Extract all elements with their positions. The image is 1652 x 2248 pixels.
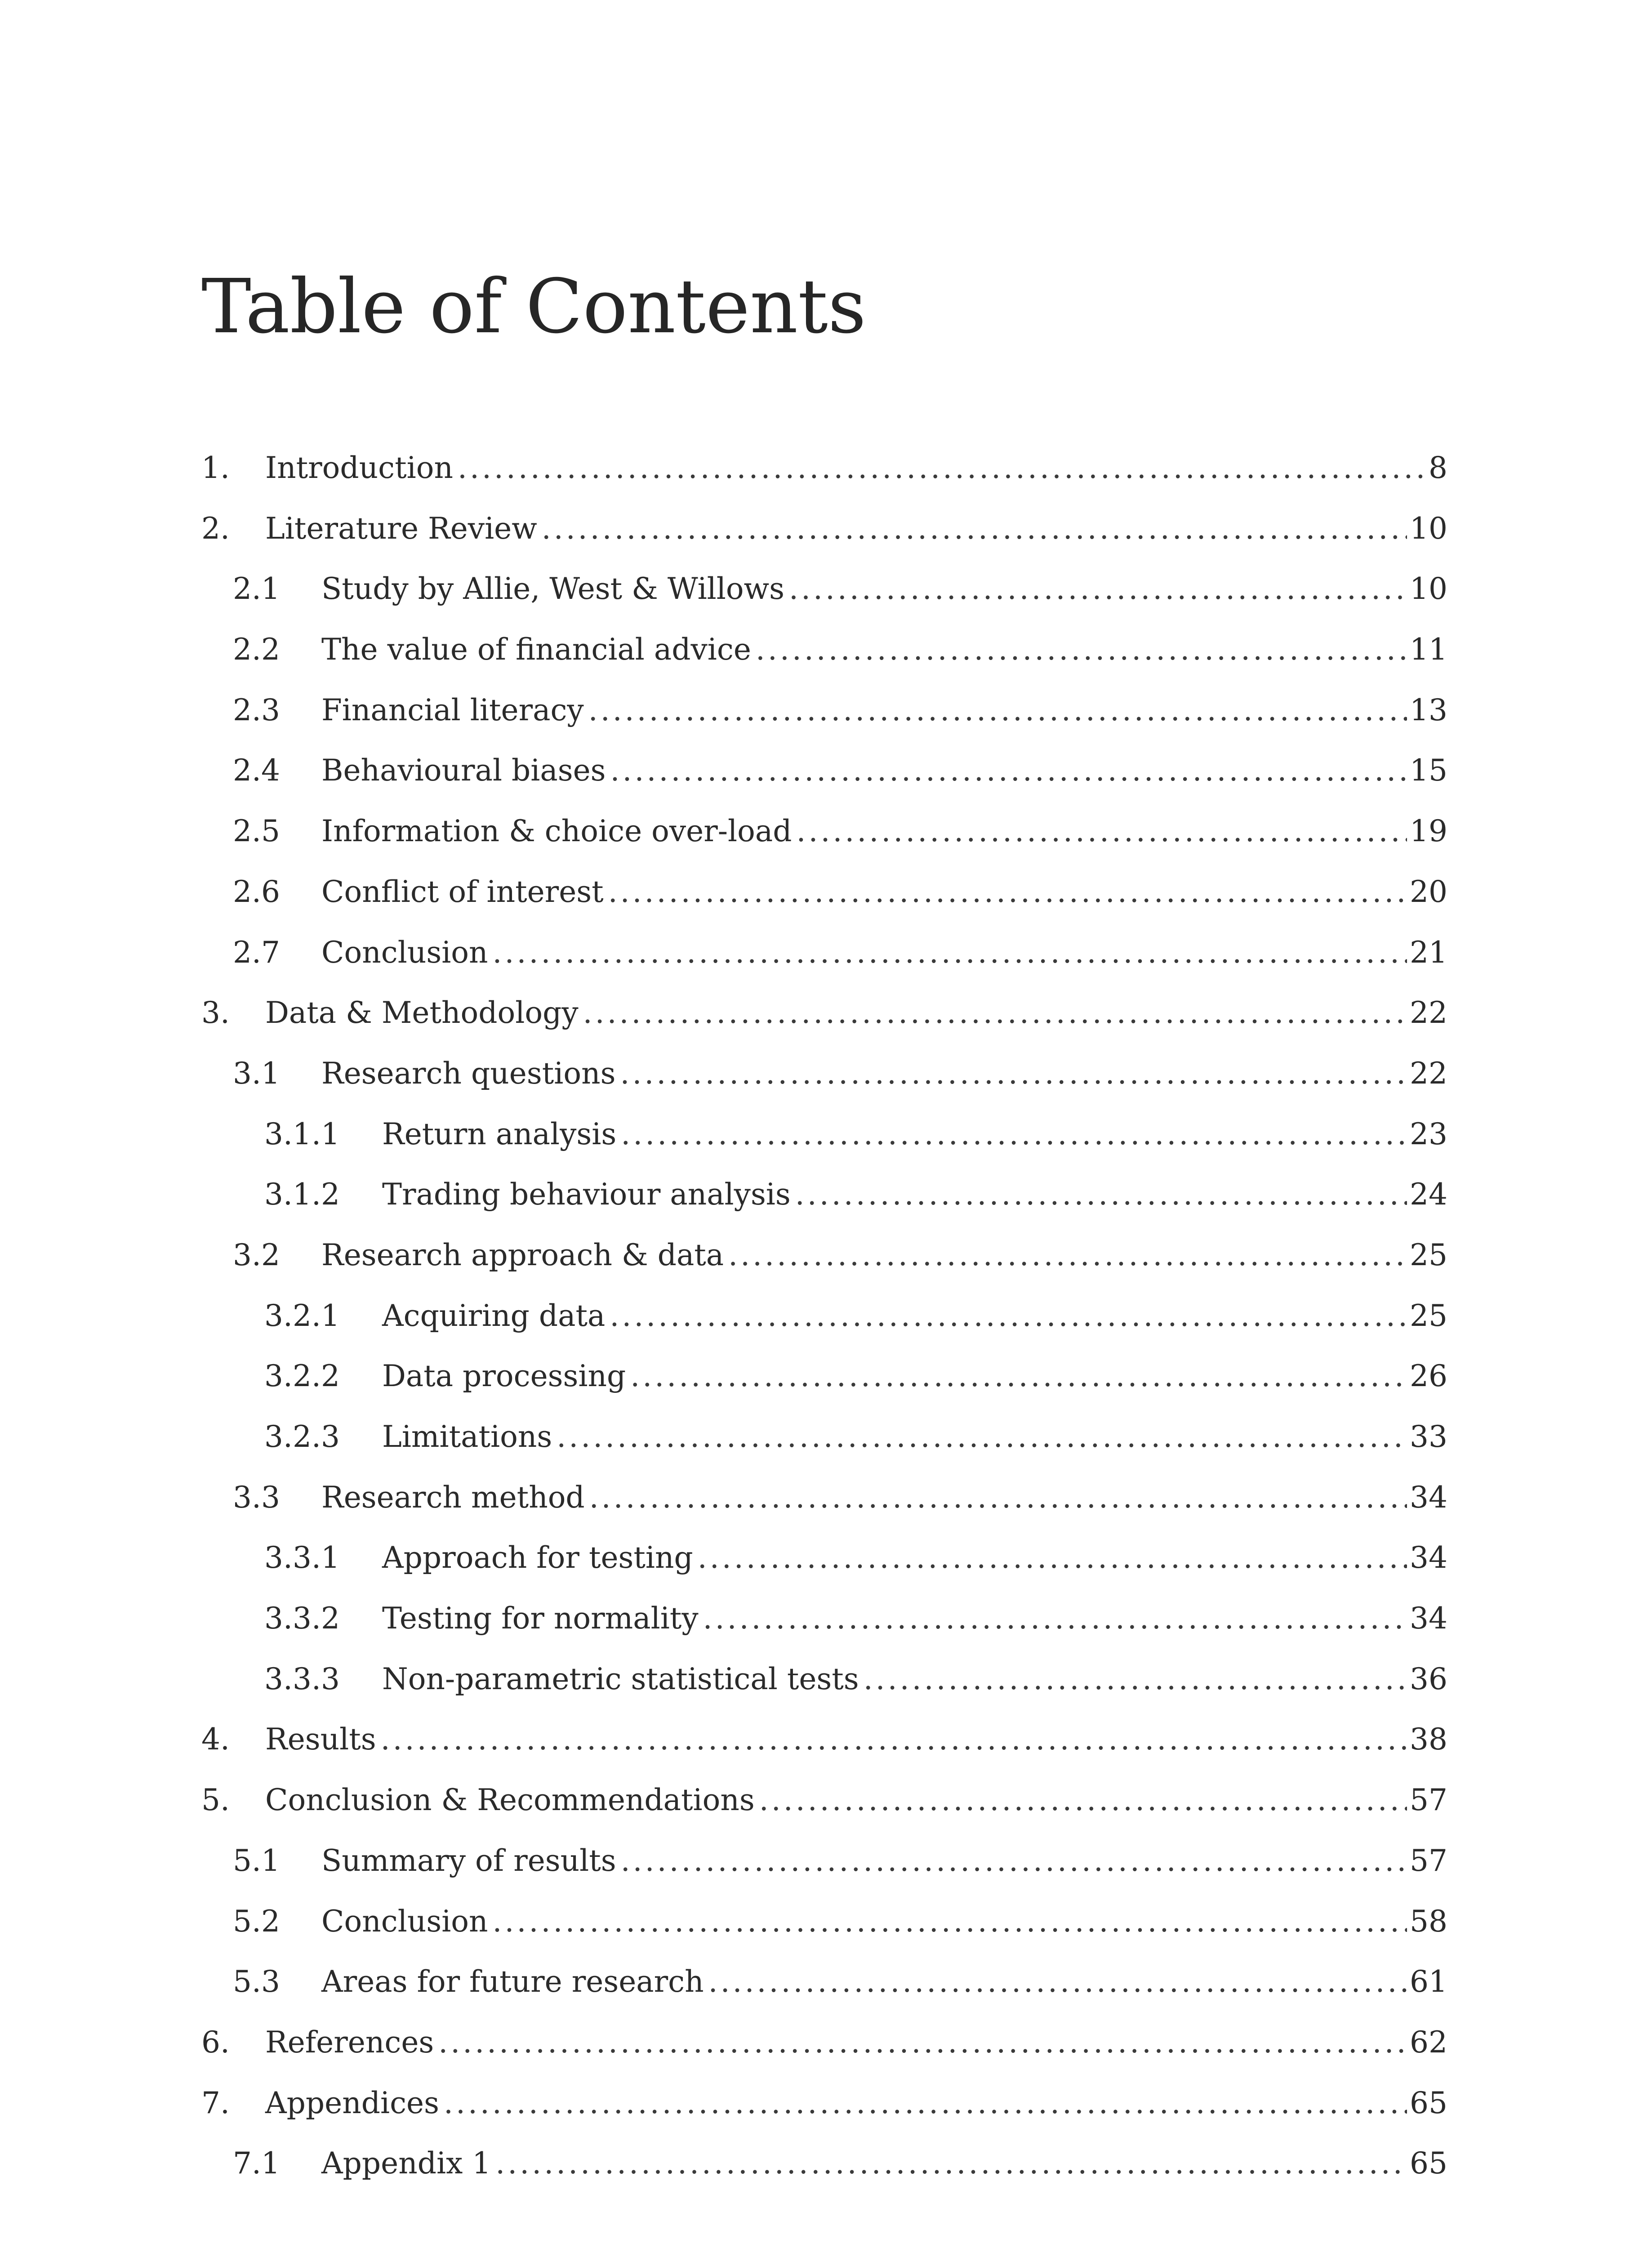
toc-entry[interactable] xyxy=(201,865,1447,926)
toc-entry-page-number: 57 xyxy=(1410,1783,1447,1818)
toc-entry-page-number: 10 xyxy=(1410,511,1447,546)
toc-entry-number: 4. xyxy=(201,1722,230,1757)
toc-entry-page-number: 11 xyxy=(1410,632,1447,667)
toc-entry[interactable] xyxy=(201,1713,1447,1773)
toc-entry-label: Research approach & data xyxy=(321,1237,724,1272)
toc-entry-page-number: 22 xyxy=(1410,995,1447,1030)
dot-leader xyxy=(557,1410,1407,1464)
toc-entry[interactable] xyxy=(201,1773,1447,1834)
toc-entry-number: 3.3.1 xyxy=(264,1540,340,1575)
toc-entry[interactable] xyxy=(201,2076,1447,2137)
toc-entry-number: 7.1 xyxy=(233,2146,280,2181)
dot-leader xyxy=(493,926,1407,980)
dot-leader xyxy=(797,804,1407,858)
toc-entry[interactable] xyxy=(201,1349,1447,1410)
toc-entry[interactable] xyxy=(201,1955,1447,2016)
toc-entry[interactable] xyxy=(201,1228,1447,1289)
dot-leader xyxy=(495,2136,1407,2190)
toc-entry[interactable] xyxy=(201,1410,1447,1471)
toc-entry[interactable] xyxy=(201,1289,1447,1350)
toc-entry-label: Summary of results xyxy=(321,1843,616,1878)
dot-leader xyxy=(620,1047,1407,1101)
toc-entry-number: 3.2.2 xyxy=(264,1359,340,1394)
toc-entry-label: Return analysis xyxy=(382,1116,617,1151)
dot-leader xyxy=(610,1289,1407,1343)
toc-entry[interactable] xyxy=(201,804,1447,865)
toc-entry[interactable] xyxy=(201,1107,1447,1168)
toc-entry-page-number: 34 xyxy=(1410,1540,1447,1575)
dot-leader xyxy=(789,562,1407,616)
dot-leader xyxy=(444,2076,1407,2130)
toc-entry-label: Approach for testing xyxy=(382,1540,693,1575)
toc-entry-label: Appendices xyxy=(265,2085,439,2120)
toc-entry[interactable] xyxy=(201,1834,1447,1895)
toc-entry-label: Research method xyxy=(321,1480,585,1515)
toc-entry-label: Introduction xyxy=(265,450,453,485)
toc-entry-label: Information & choice over-load xyxy=(321,814,792,849)
toc-entry[interactable] xyxy=(201,441,1447,502)
toc-entry-label: Testing for normality xyxy=(382,1601,699,1636)
toc-entry[interactable] xyxy=(201,986,1447,1047)
toc-entry-number: 2.3 xyxy=(233,692,280,727)
toc-entry-page-number: 24 xyxy=(1410,1177,1447,1212)
toc-entry-label: Areas for future research xyxy=(321,1964,704,1999)
toc-entry-page-number: 13 xyxy=(1410,692,1447,727)
dot-leader xyxy=(708,1955,1407,2009)
toc-entry-page-number: 21 xyxy=(1410,935,1447,970)
dot-leader xyxy=(610,744,1407,798)
toc-entry-page-number: 34 xyxy=(1410,1601,1447,1636)
dot-leader xyxy=(759,1773,1407,1827)
toc-entry[interactable] xyxy=(201,1471,1447,1531)
toc-entry-number: 3.3 xyxy=(233,1480,280,1515)
toc-entry-label: Limitations xyxy=(382,1419,552,1454)
toc-entry[interactable] xyxy=(201,623,1447,683)
toc-entry-page-number: 65 xyxy=(1410,2085,1447,2120)
dot-leader xyxy=(795,1168,1407,1222)
dot-leader xyxy=(381,1713,1407,1766)
toc-entry-page-number: 57 xyxy=(1410,1843,1447,1878)
toc-entry-page-number: 19 xyxy=(1410,814,1447,849)
toc-entry-label: Conclusion & Recommendations xyxy=(265,1783,755,1818)
toc-entry-number: 3.3.2 xyxy=(264,1601,340,1636)
dot-leader xyxy=(703,1592,1407,1646)
toc-entry-label: References xyxy=(265,2025,434,2060)
toc-entry[interactable] xyxy=(201,1168,1447,1228)
dot-leader xyxy=(728,1228,1407,1282)
toc-entry[interactable] xyxy=(201,1895,1447,1955)
toc-entry[interactable] xyxy=(201,1652,1447,1713)
dot-leader xyxy=(542,502,1407,556)
toc-entry-label: Behavioural biases xyxy=(321,753,606,788)
dot-leader xyxy=(608,865,1407,919)
toc-entry-label: Trading behaviour analysis xyxy=(382,1177,791,1212)
toc-entry-label: Data processing xyxy=(382,1359,626,1394)
toc-entry[interactable] xyxy=(201,502,1447,562)
dot-leader xyxy=(756,623,1407,677)
toc-entry-label: Literature Review xyxy=(265,511,537,546)
toc-entry-number: 3.3.3 xyxy=(264,1661,340,1696)
toc-entry-number: 2.7 xyxy=(233,935,280,970)
toc-entry-page-number: 25 xyxy=(1410,1237,1447,1272)
toc-entry-label: Conclusion xyxy=(321,935,488,970)
toc-entry-label: Results xyxy=(265,1722,376,1757)
dot-leader xyxy=(630,1349,1407,1403)
toc-entry-number: 3.1 xyxy=(233,1056,280,1091)
toc-entry-page-number: 36 xyxy=(1410,1661,1447,1696)
dot-leader xyxy=(589,1471,1407,1525)
toc-entry-number: 7. xyxy=(201,2085,230,2120)
toc-entry-page-number: 22 xyxy=(1410,1056,1447,1091)
dot-leader xyxy=(493,1895,1407,1949)
toc-entry-page-number: 20 xyxy=(1410,874,1447,909)
toc-entry[interactable] xyxy=(201,744,1447,804)
toc-entry-number: 2.4 xyxy=(233,753,280,788)
dot-leader xyxy=(583,986,1407,1040)
toc-entry-page-number: 62 xyxy=(1410,2025,1447,2060)
toc-entry-label: Conclusion xyxy=(321,1904,488,1939)
toc-entry-number: 3.2.1 xyxy=(264,1298,340,1333)
dot-leader xyxy=(458,441,1426,495)
toc-entry-page-number: 33 xyxy=(1410,1419,1447,1454)
toc-entry[interactable] xyxy=(201,926,1447,986)
toc-entry-label: Data & Methodology xyxy=(265,995,579,1030)
toc-entry-number: 5.2 xyxy=(233,1904,280,1939)
toc-entry-number: 2.2 xyxy=(233,632,280,667)
dot-leader xyxy=(588,683,1407,737)
toc-entry-label: Financial literacy xyxy=(321,692,584,727)
dot-leader xyxy=(438,2016,1407,2070)
toc-entry-number: 1. xyxy=(201,450,230,485)
toc-entry-number: 3. xyxy=(201,995,230,1030)
toc-entry-number: 3.1.2 xyxy=(264,1177,340,1212)
toc-entry-number: 2.1 xyxy=(233,571,280,607)
toc-entry[interactable] xyxy=(201,1592,1447,1652)
toc-entry-number: 5.1 xyxy=(233,1843,280,1878)
dot-leader xyxy=(698,1531,1407,1585)
toc-entry-page-number: 34 xyxy=(1410,1480,1447,1515)
toc-entry[interactable] xyxy=(201,562,1447,623)
toc-entry-page-number: 58 xyxy=(1410,1904,1447,1939)
toc-entry-number: 3.2 xyxy=(233,1237,280,1272)
toc-entry-number: 5. xyxy=(201,1783,230,1818)
toc-entry-number: 2. xyxy=(201,511,230,546)
toc-entry-label: Study by Allie, West & Willows xyxy=(321,571,784,607)
toc-entry[interactable] xyxy=(201,683,1447,744)
toc-entry-number: 2.5 xyxy=(233,814,280,849)
dot-leader xyxy=(621,1834,1407,1888)
toc-entry-number: 2.6 xyxy=(233,874,280,909)
page-title: Table of Contents xyxy=(201,263,866,350)
toc-entry-page-number: 25 xyxy=(1410,1298,1447,1333)
toc-entry-page-number: 38 xyxy=(1410,1722,1447,1757)
toc-entry-label: Non-parametric statistical tests xyxy=(382,1661,859,1696)
toc-entry-label: Appendix 1 xyxy=(321,2146,491,2181)
toc-entry-page-number: 23 xyxy=(1410,1116,1447,1151)
toc-entry-page-number: 61 xyxy=(1410,1964,1447,1999)
toc-entry-number: 5.3 xyxy=(233,1964,280,1999)
toc-entry-page-number: 8 xyxy=(1429,450,1447,485)
toc-entry-number: 3.1.1 xyxy=(264,1116,340,1151)
toc-entry-label: Conflict of interest xyxy=(321,874,604,909)
toc-entry-page-number: 65 xyxy=(1410,2146,1447,2181)
dot-leader xyxy=(621,1107,1407,1161)
toc-list xyxy=(201,441,1447,2197)
toc-entry-label: Research questions xyxy=(321,1056,616,1091)
toc-entry[interactable] xyxy=(201,2136,1447,2197)
toc-entry[interactable] xyxy=(201,1531,1447,1592)
toc-entry[interactable] xyxy=(201,2016,1447,2076)
toc-entry-label: Acquiring data xyxy=(382,1298,606,1333)
toc-entry-number: 6. xyxy=(201,2025,230,2060)
dot-leader xyxy=(864,1652,1407,1706)
toc-entry-page-number: 10 xyxy=(1410,571,1447,607)
toc-entry-page-number: 26 xyxy=(1410,1359,1447,1394)
toc-entry-label: The value of financial advice xyxy=(321,632,751,667)
toc-entry-page-number: 15 xyxy=(1410,753,1447,788)
toc-entry[interactable] xyxy=(201,1047,1447,1107)
toc-entry-number: 3.2.3 xyxy=(264,1419,340,1454)
